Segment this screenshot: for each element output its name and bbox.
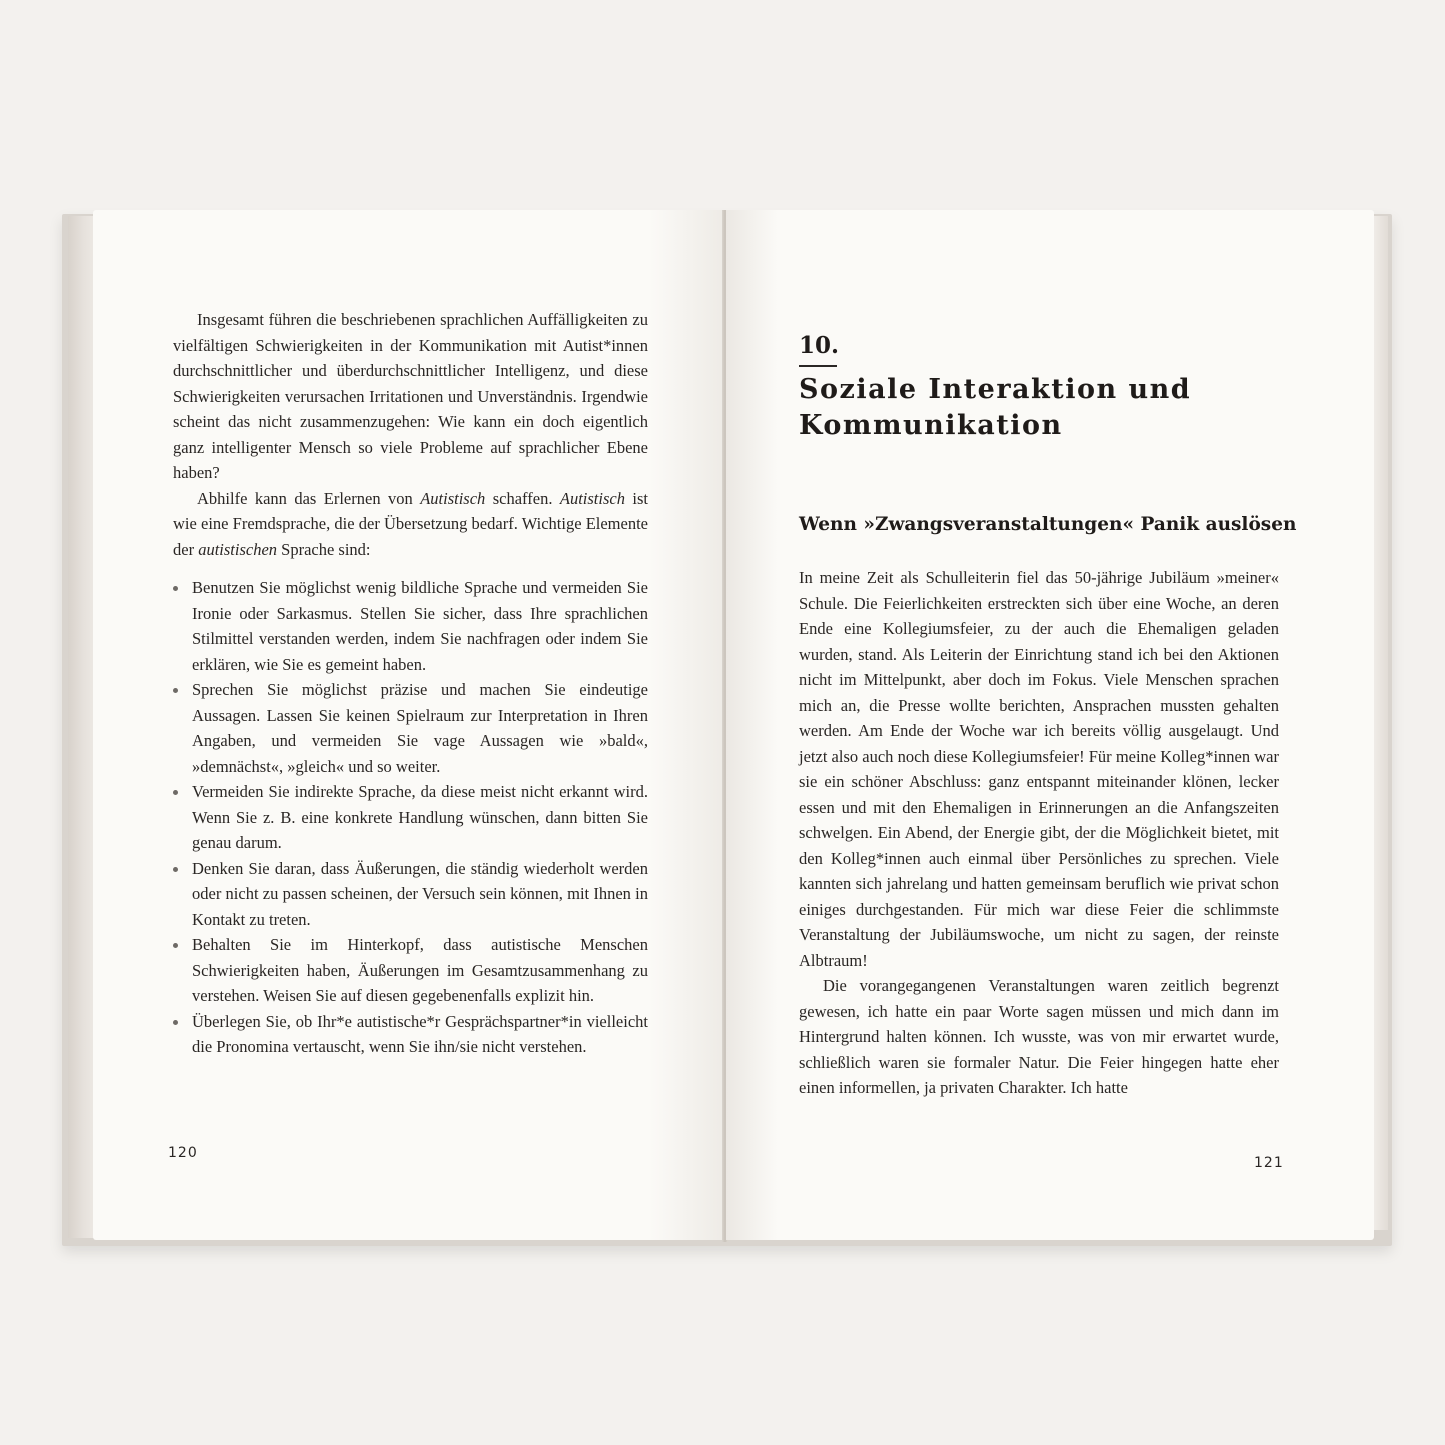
chapter-rule — [799, 365, 837, 367]
bullet-icon — [173, 943, 178, 948]
bullet-icon — [173, 867, 178, 872]
list-item — [173, 932, 648, 1009]
list-item-text: Benutzen Sie möglichst wenig bildliche Sprache und vermeiden Sie Ironie oder Sarkasmus. Stellen Sie sicher, dass Ihre sprachlichen Stilmittel verstanden werden, indem Sie nachfragen oder indem Sie erklären, wie Sie es gemeint haben. — [192, 578, 648, 674]
bullet-icon — [173, 1020, 178, 1025]
chapter-title-line: Kommunikation — [799, 410, 1063, 441]
page-number: 120 — [168, 1145, 198, 1161]
text-run: Abhilfe kann das Erlernen von — [197, 488, 421, 508]
list-item-text: Überlegen Sie, ob Ihr*e autistische*r Gesprächspartner*in vielleicht die Pronomina vertauscht, wenn Sie ihn/sie nicht verstehen. — [192, 1011, 648, 1056]
italic-term: Autistisch — [559, 488, 625, 508]
left-page — [93, 210, 725, 1240]
right-page — [726, 210, 1374, 1240]
bullet-icon — [173, 790, 178, 795]
paragraph — [173, 486, 648, 563]
paragraph: In meine Zeit als Schulleiterin fiel das 50-jährige Jubiläum »meiner« Schule. Die Feierlichkeiten erstreckten sich über eine Woche, an deren Ende eine Kollegiumsfeier, zu der auch die Ehemaligen geladen wurden, stand. Als Leiterin der Einrichtung stand ich bei den Aktionen nicht im Mittelpunkt, aber doch im Fokus. Viele Menschen sprachen mich an, die Presse wollte berichten, Ansprachen mussten gehalten werden. Am Ende der Woche war ich bereits völlig ausgelaugt. Und jetzt also auch noch diese Kollegiumsfeier! Für meine Kolleg*innen war sie ein schöner Abschluss: ganz entspannt miteinander klönen, lecker essen und mit den Ehemaligen in Erinnerungen an die Anfangszeiten schwelgen. Ein Abend, der Energie gibt, der die Möglichkeit bietet, mit den Kolleg*innen auch einmal über Persönliches zu sprechen. Viele kannten sich jahrelang und hatten gemeinsam beruflich wie privat schon einiges durchgestanden. Für mich war diese Feier die schlimmste Veranstaltung der Jubiläumswoche, um nicht zu sagen, der reinste Albtraum! — [799, 568, 1279, 970]
italic-term: autistischen — [198, 539, 278, 559]
italic-term: Autistisch — [420, 488, 486, 508]
text-run: ist wie eine Fremdsprache, die der Übersetzung bedarf. Wichtige Elemente der — [173, 488, 648, 559]
text-run: Sprache sind: — [277, 539, 371, 559]
bullet-list — [173, 575, 648, 1060]
list-item — [173, 575, 648, 677]
list-item-text: Sprechen Sie möglichst präzise und machen Sie eindeutige Aussagen. Lassen Sie keinen Spielraum zur Interpretation in Ihren Angaben, und vermeiden Sie vage Aussagen wie »bald«, »demnächst«, »gleich« und so weiter. — [192, 680, 648, 776]
list-item — [173, 779, 648, 856]
page-stack-right — [1372, 216, 1388, 1230]
list-item — [173, 1009, 648, 1060]
text-run: schaffen. — [485, 488, 560, 508]
page-number: 121 — [1254, 1155, 1284, 1171]
list-item — [173, 677, 648, 779]
chapter-title — [799, 372, 1319, 444]
list-item — [173, 856, 648, 933]
list-item-text: Vermeiden Sie indirekte Sprache, da diese meist nicht erkannt wird. Wenn Sie z. B. eine konkrete Handlung wünschen, dann bitten Sie genau darum. — [192, 782, 648, 852]
list-item-text: Behalten Sie im Hinterkopf, dass autistische Menschen Schwierigkeiten haben, Äußerungen im Gesamtzusammenhang zu verstehen. Weisen Sie auf diesen gegebenenfalls explizit hin. — [192, 935, 648, 1005]
left-page-text — [173, 307, 648, 1060]
list-item-text: Denken Sie daran, dass Äußerungen, die ständig wiederholt werden oder nicht zu passen scheinen, der Versuch sein können, mit Ihnen in Kontakt zu treten. — [192, 858, 648, 929]
chapter-title-line: Soziale Interaktion und — [799, 374, 1192, 405]
bullet-icon — [173, 688, 178, 693]
paragraph: Die vorangegangenen Veranstaltungen waren zeitlich begrenzt gewesen, ich hatte ein paar Worte sagen müssen und mich dann im Hintergrund halten können. Ich wusste, was von mir erwartet wurde, schließlich waren sie formaler Natur. Die Feier hingegen hatte eher einen informellen, ja privaten Charakter. Ich hatte — [799, 976, 1279, 1097]
paragraph: Insgesamt führen die beschriebenen sprachlichen Auffälligkeiten zu vielfältigen Schwierigkeiten in der Kommunikation mit Autist*innen durchschnittlicher und überdurchschnittlicher Intelligenz, und diese Schwierigkeiten verursachen Irritationen und Unverständnis. Irgendwie scheint das nicht zusammenzugehen: Wie kann ein doch eigentlich ganz intelligenter Mensch so viele Probleme auf sprachlicher Ebene haben? — [173, 310, 648, 482]
bullet-icon — [173, 586, 178, 591]
right-page-text — [799, 565, 1279, 1101]
page-stack-left — [68, 216, 94, 1238]
chapter-number: 10. — [799, 332, 840, 359]
section-heading: Wenn »Zwangsveranstaltungen« Panik auslösen — [799, 514, 1297, 535]
